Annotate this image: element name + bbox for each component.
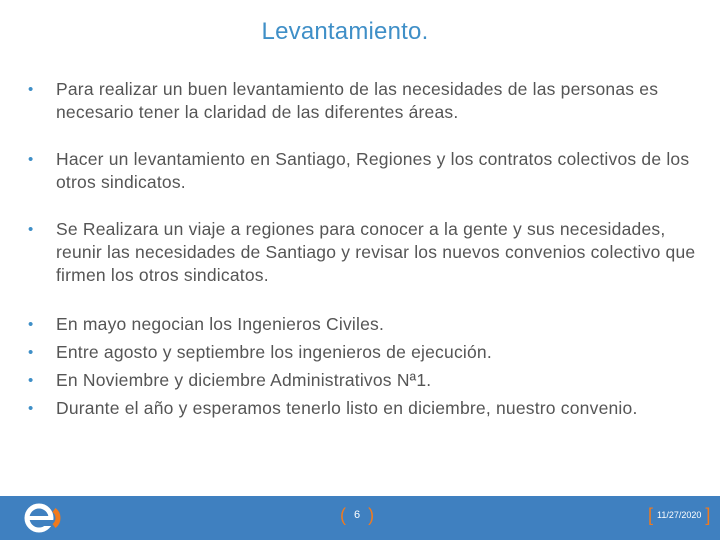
bullet-text: Se Realizara un viaje a regiones para conocer a la gente y sus necesidades, reunir las necesidades de Santiago y revisar los nuevos convenios colectivo que firmen los otros sindicatos.	[56, 219, 696, 285]
page-number-group	[340, 506, 374, 524]
date-open-bracket: [	[648, 505, 654, 525]
bullet-list	[28, 78, 698, 420]
bullet-text: Para realizar un buen levantamiento de las necesidades de las personas es necesario tener la claridad de las diferentes áreas.	[56, 79, 659, 122]
slide-title: Levantamiento.	[261, 18, 429, 45]
e-logo-icon	[24, 500, 64, 536]
bullet-item	[28, 341, 698, 364]
bullet-dot: •	[28, 81, 34, 98]
date-close-bracket: ]	[705, 505, 711, 525]
bullet-dot: •	[28, 221, 34, 238]
footer-bar	[0, 496, 720, 540]
bullet-dot: •	[28, 372, 34, 389]
page-open-bracket: (	[340, 505, 346, 525]
bullet-dot: •	[28, 400, 34, 417]
bullet-item	[28, 397, 698, 420]
bullet-text: En Noviembre y diciembre Administrativos Nª1.	[56, 370, 432, 390]
bullet-dot: •	[28, 316, 34, 333]
bullet-item	[28, 218, 698, 287]
bullet-item	[28, 78, 698, 124]
page-number: 6	[354, 509, 361, 521]
date-group	[648, 506, 710, 524]
bullet-text: Durante el año y esperamos tenerlo listo en diciembre, nuestro convenio.	[56, 398, 638, 418]
bullet-item	[28, 313, 698, 336]
bullet-text: Entre agosto y septiembre los ingenieros de ejecución.	[56, 342, 492, 362]
bullet-text: Hacer un levantamiento en Santiago, Regiones y los contratos colectivos de los otros sindicatos.	[56, 149, 690, 192]
page-close-bracket: )	[368, 505, 375, 525]
bullet-item	[28, 369, 698, 392]
bullet-dot: •	[28, 344, 34, 361]
slide-date: 11/27/2020	[657, 510, 702, 520]
bullet-dot: •	[28, 151, 34, 168]
bullet-text: En mayo negocian los Ingenieros Civiles.	[56, 314, 385, 334]
bullet-item	[28, 148, 698, 194]
